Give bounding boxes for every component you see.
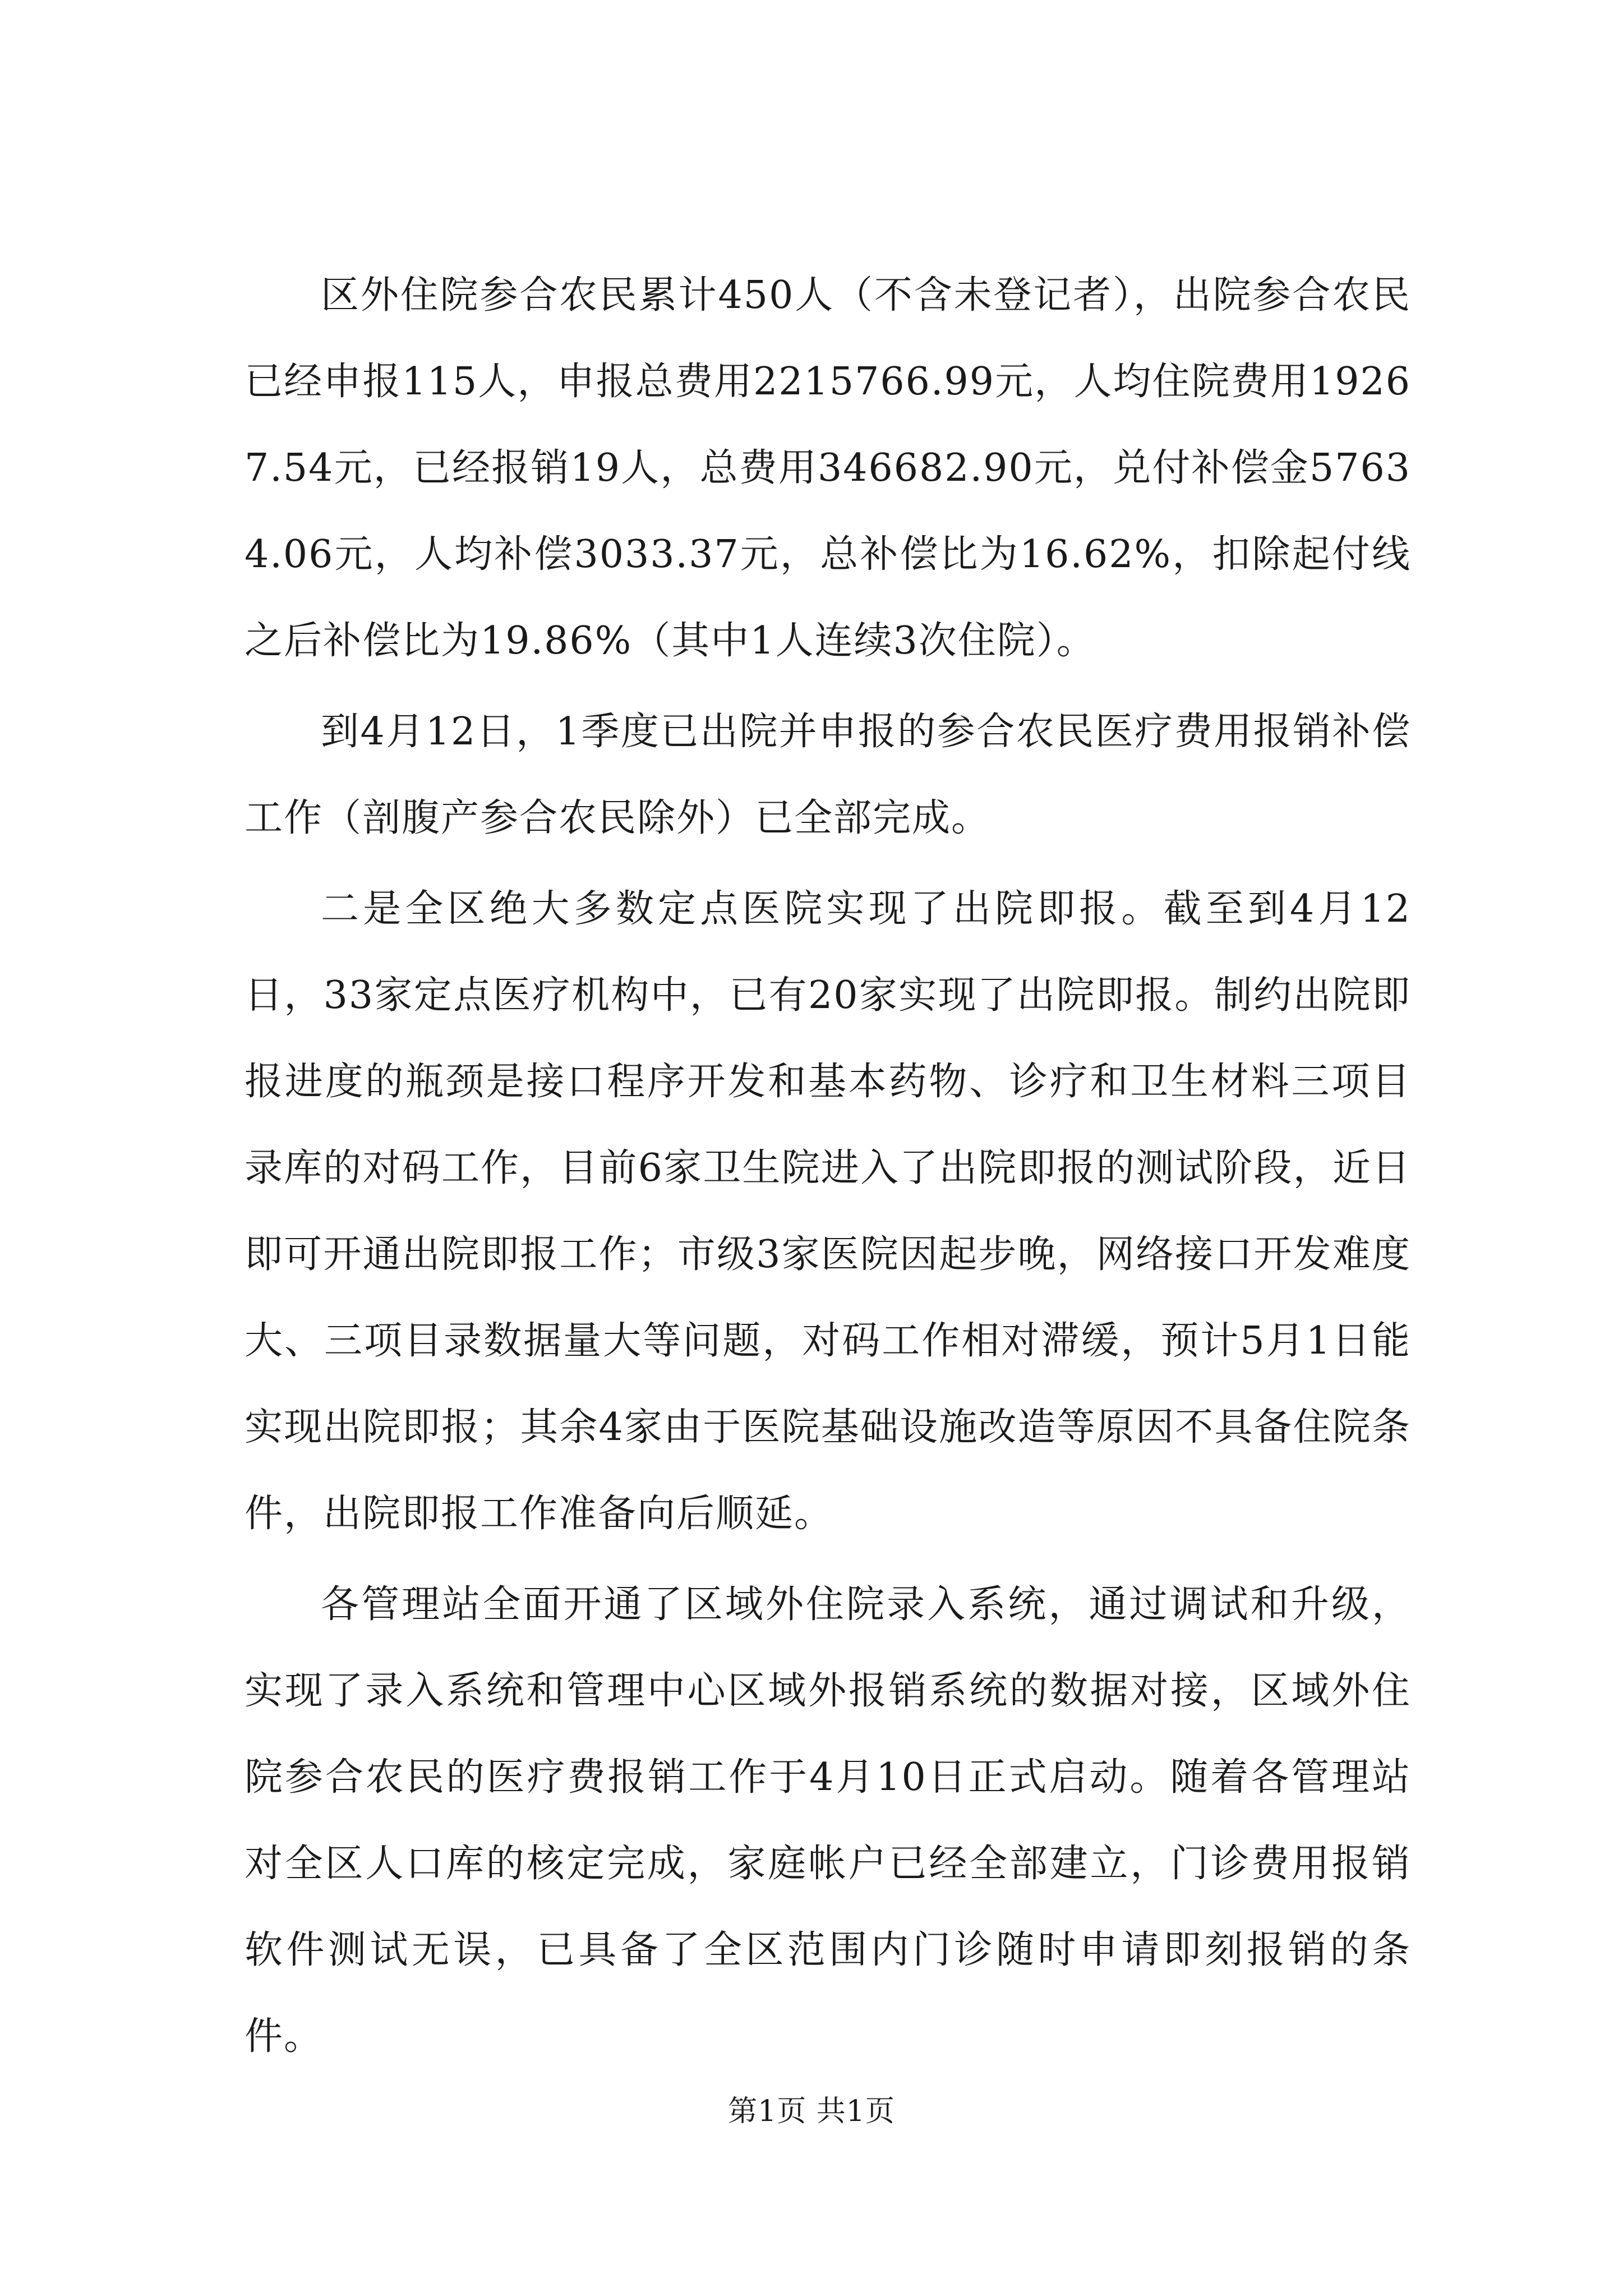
page-footer: 第1页 共1页 <box>728 2095 895 2128</box>
document-body <box>245 252 1411 2085</box>
paragraph-4: 各管理站全面开通了区域外住院录入系统，通过调试和升级，实现了录入系统和管理中心区域外报销系统的数据对接，区域外住院参合农民的医疗费报销工作于4月10日正式启动。随着各管理站对全区人口库的核定完成，家庭帐户已经全部建立，门诊费用报销软件测试无误，已具备了全区范围内门诊随时申请即刻报销的条件。 <box>245 1582 1411 2059</box>
paragraph-3: 二是全区绝大多数定点医院实现了出院即报。截至到4月12日，33家定点医疗机构中，已有20家实现了出院即报。制约出院即报进度的瓶颈是接口程序开发和基本药物、诊疗和卫生材料三项目录库的对码工作，目前6家卫生院进入了出院即报的测试阶段，近日即可开通出院即报工作；市级3家医院因起步晚，网络接口开发难度大、三项目录数据量大等问题，对码工作相对滞缓，预计5月1日能实现出院即报；其余4家由于医院基础设施改造等原因不具备住院条件，出院即报工作准备向后顺延。 <box>245 887 1411 1536</box>
paragraph-1: 区外住院参合农民累计450人（不含未登记者），出院参合农民已经申报115人，申报总费用2215766.99元，人均住院费用19267.54元，已经报销19人，总费用346682.90元，兑付补偿金57634.06元，人均补偿3033.37元，总补偿比为16.62%，扣除起付线之后补偿比为19.86%（其中1人连续3次住院）。 <box>245 273 1411 663</box>
paragraph-2: 到4月12日，1季度已出院并申报的参合农民医疗费用报销补偿工作（剖腹产参合农民除外）已全部完成。 <box>245 710 1411 840</box>
